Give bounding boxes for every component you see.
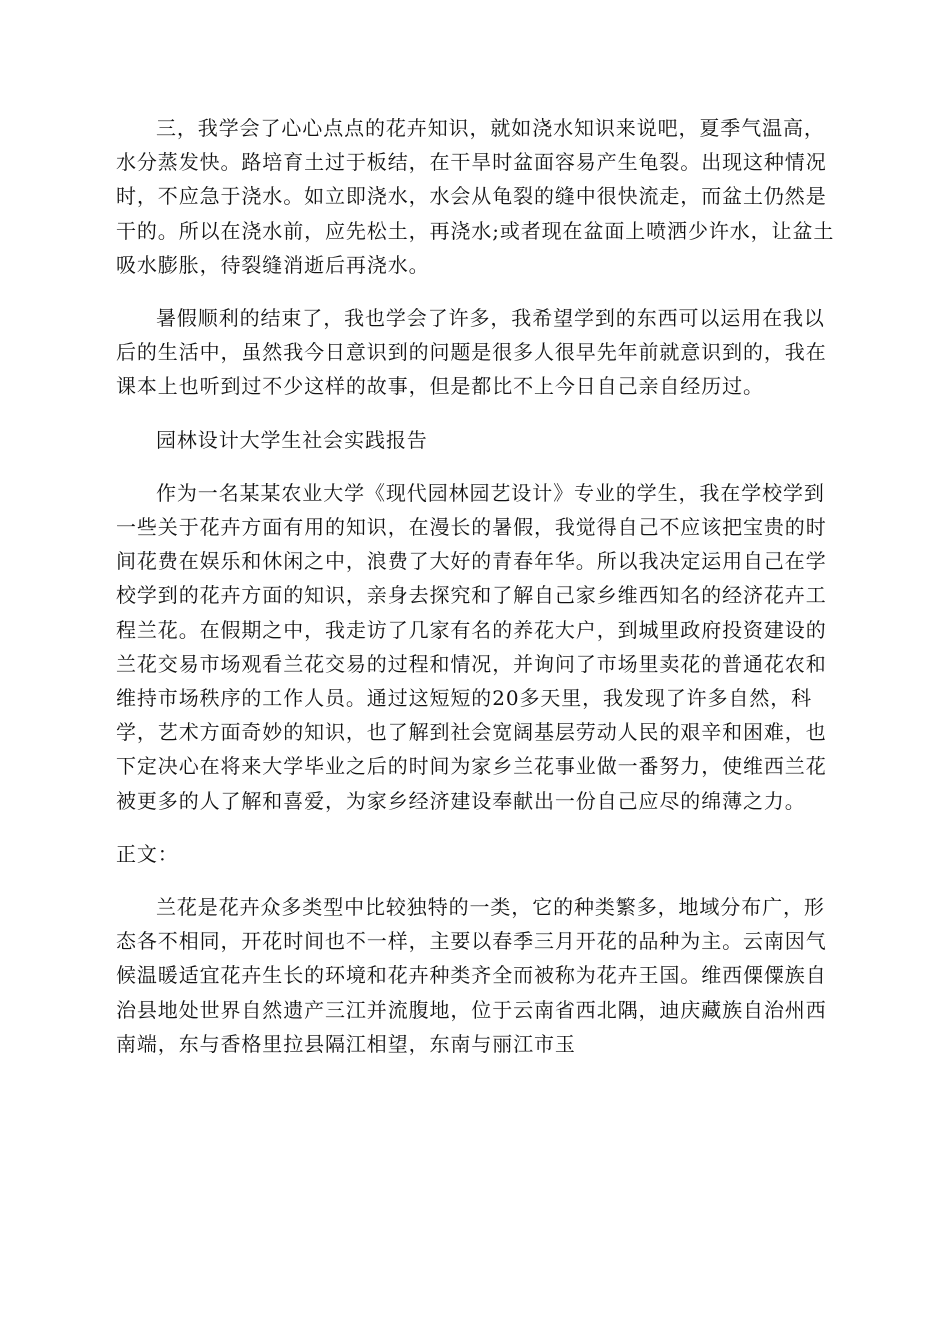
report-title: 园林设计大学生社会实践报告 [156,427,428,452]
paragraph-watering-knowledge: 三，我学会了心心点点的花卉知识，就如浇水知识来说吧，夏季气温高，水分蒸发快。路培育土过于板结，在干旱时盆面容易产生龟裂。出现这种情况时，不应急于浇水。如立即浇水，水会从龟裂的缝中很快流走，而盆土仍然是干的。所以在浇水前，应先松土，再浇水;或者现在盆面上喷洒少许水，让盆土吸水膨胀，待裂缝消逝后再浇水。 [116,116,835,277]
document-body [116,111,836,1080]
paragraph-summer-summary: 暑假顺利的结束了，我也学会了许多，我希望学到的东西可以运用在我以后的生活中，虽然我今日意识到的问题是很多人很早先年前就意识到的，我在课本上也听到过不少这样的故事，但是都比不上今日自己亲自经历过。 [116,306,827,399]
paragraph-introduction: 作为一名某某农业大学《现代园林园艺设计》专业的学生，我在学校学到一些关于花卉方面有用的知识，在漫长的暑假，我觉得自己不应该把宝贵的时间花费在娱乐和休闲之中，浪费了大好的青春年华。所以我决定运用自己在学校学到的花卉方面的知识，亲身去探究和了解自己家乡维西知名的经济花卉工程兰花。在假期之中，我走访了几家有名的养花大户，到城里政府投资建设的兰花交易市场观看兰花交易的过程和情况，并询问了市场里卖花的普通花农和维持市场秩序的工作人员。通过这短短的20多天里，我发现了许多自然，科学，艺术方面奇妙的知识，也了解到社会宽阔基层劳动人民的艰辛和困难，也下定决心在将来大学毕业之后的时间为家乡兰花事业做一番努力，使维西兰花被更多的人了解和喜爱，为家乡经济建设奉献出一份自己应尽的绵薄之力。 [116,480,827,813]
section-label-main-text: 正文： [116,841,179,866]
paragraph-orchid-description: 兰花是花卉众多类型中比较独特的一类，它的种类繁多，地域分布广，形态各不相同，开花时间也不一样，主要以春季三月开花的品种为主。云南因气候温暖适宜花卉生长的环境和花卉种类齐全而被称为花卉王国。维西傈僳族自治县地处世界自然遗产三江并流腹地，位于云南省西北隅，迪庆藏族自治州西南端，东与香格里拉县隔江相望，东南与丽江市玉 [116,895,827,1056]
